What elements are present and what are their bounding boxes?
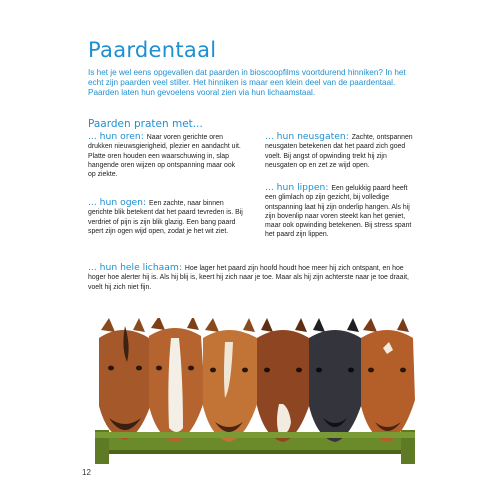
fence-shadow — [95, 450, 415, 454]
horse-bay-star — [361, 318, 415, 442]
horse-dark-bay — [257, 318, 311, 442]
section-lippen-text: Een gelukkig paard heeft een glimlach op zijn gezicht, bij volledige ontspanning laat hij zijn onderlip hangen. Als hij zijn bovenlip naar voren steekt kan het geniet, maar ook opwinding betekenen. Bij stress spant het paard zijn lippen. — [265, 185, 412, 239]
section-lichaam-lead: ... hun hele lichaam: — [88, 262, 185, 273]
section-lippen-lead: ... hun lippen: — [265, 182, 332, 193]
section-lippen — [265, 183, 417, 240]
section-neusgaten-lead: ... hun neusgaten: — [265, 131, 352, 142]
horses-illustration — [95, 318, 415, 464]
section-neusgaten-text: Zachte, ontspannen neusgaten betekenen dat het paard zich goed voelt. Bij angst of opwinding trekt hij zijn neusgaten op en zet ze wijd open. — [265, 134, 413, 169]
fence-board — [95, 436, 415, 452]
intro-paragraph: Is het je wel eens opgevallen dat paarden in bioscoopfilms voortdurend hinniken? In het echt zijn paarden veel stiller. Het hinniken is maar een klein deel van de paardentaal. Paarden laten hun gevoelens vooral zien via hun lichaamstaal. — [88, 68, 406, 98]
section-oren — [88, 132, 244, 179]
horse-light-chestnut — [203, 318, 259, 442]
section-ogen-text: Een zachte, naar binnen gerichte blik betekent dat het paard tevreden is. Bij verdriet of pijn is zijn blik glazig. Een bang paard spert zijn ogen wijd open, zodat je het wit ziet. — [88, 200, 243, 235]
page-title: Paardentaal — [88, 38, 217, 62]
section-subheading: Paarden praten met... — [88, 118, 203, 130]
horse-bay-1 — [99, 318, 153, 440]
section-ogen — [88, 198, 246, 236]
section-ogen-lead: ... hun ogen: — [88, 197, 150, 208]
page-number: 12 — [82, 468, 91, 477]
section-oren-text: Naar voren gerichte oren drukken nieuwsgierigheid, plezier en aandacht uit. Platte oren houden een waarschuwing in, slap hangende oren wijzen op ontspanning maar ook op ziekte. — [88, 134, 241, 179]
section-oren-lead: ... hun oren: — [88, 131, 147, 142]
section-lichaam — [88, 263, 420, 292]
horse-chestnut-blaze — [149, 318, 205, 442]
section-lichaam-text: Hoe lager het paard zijn hoofd houdt hoe meer hij zich ontspant, en hoe hoger hoe alerter hij is. Als hij blij is, keert hij zich naar je toe. Maar als hij zijn achterste naar je toe draait, voelt hij zich niet fijn. — [88, 265, 409, 291]
horse-black — [309, 318, 363, 442]
section-neusgaten — [265, 132, 417, 170]
fence-top-rail — [95, 432, 415, 438]
